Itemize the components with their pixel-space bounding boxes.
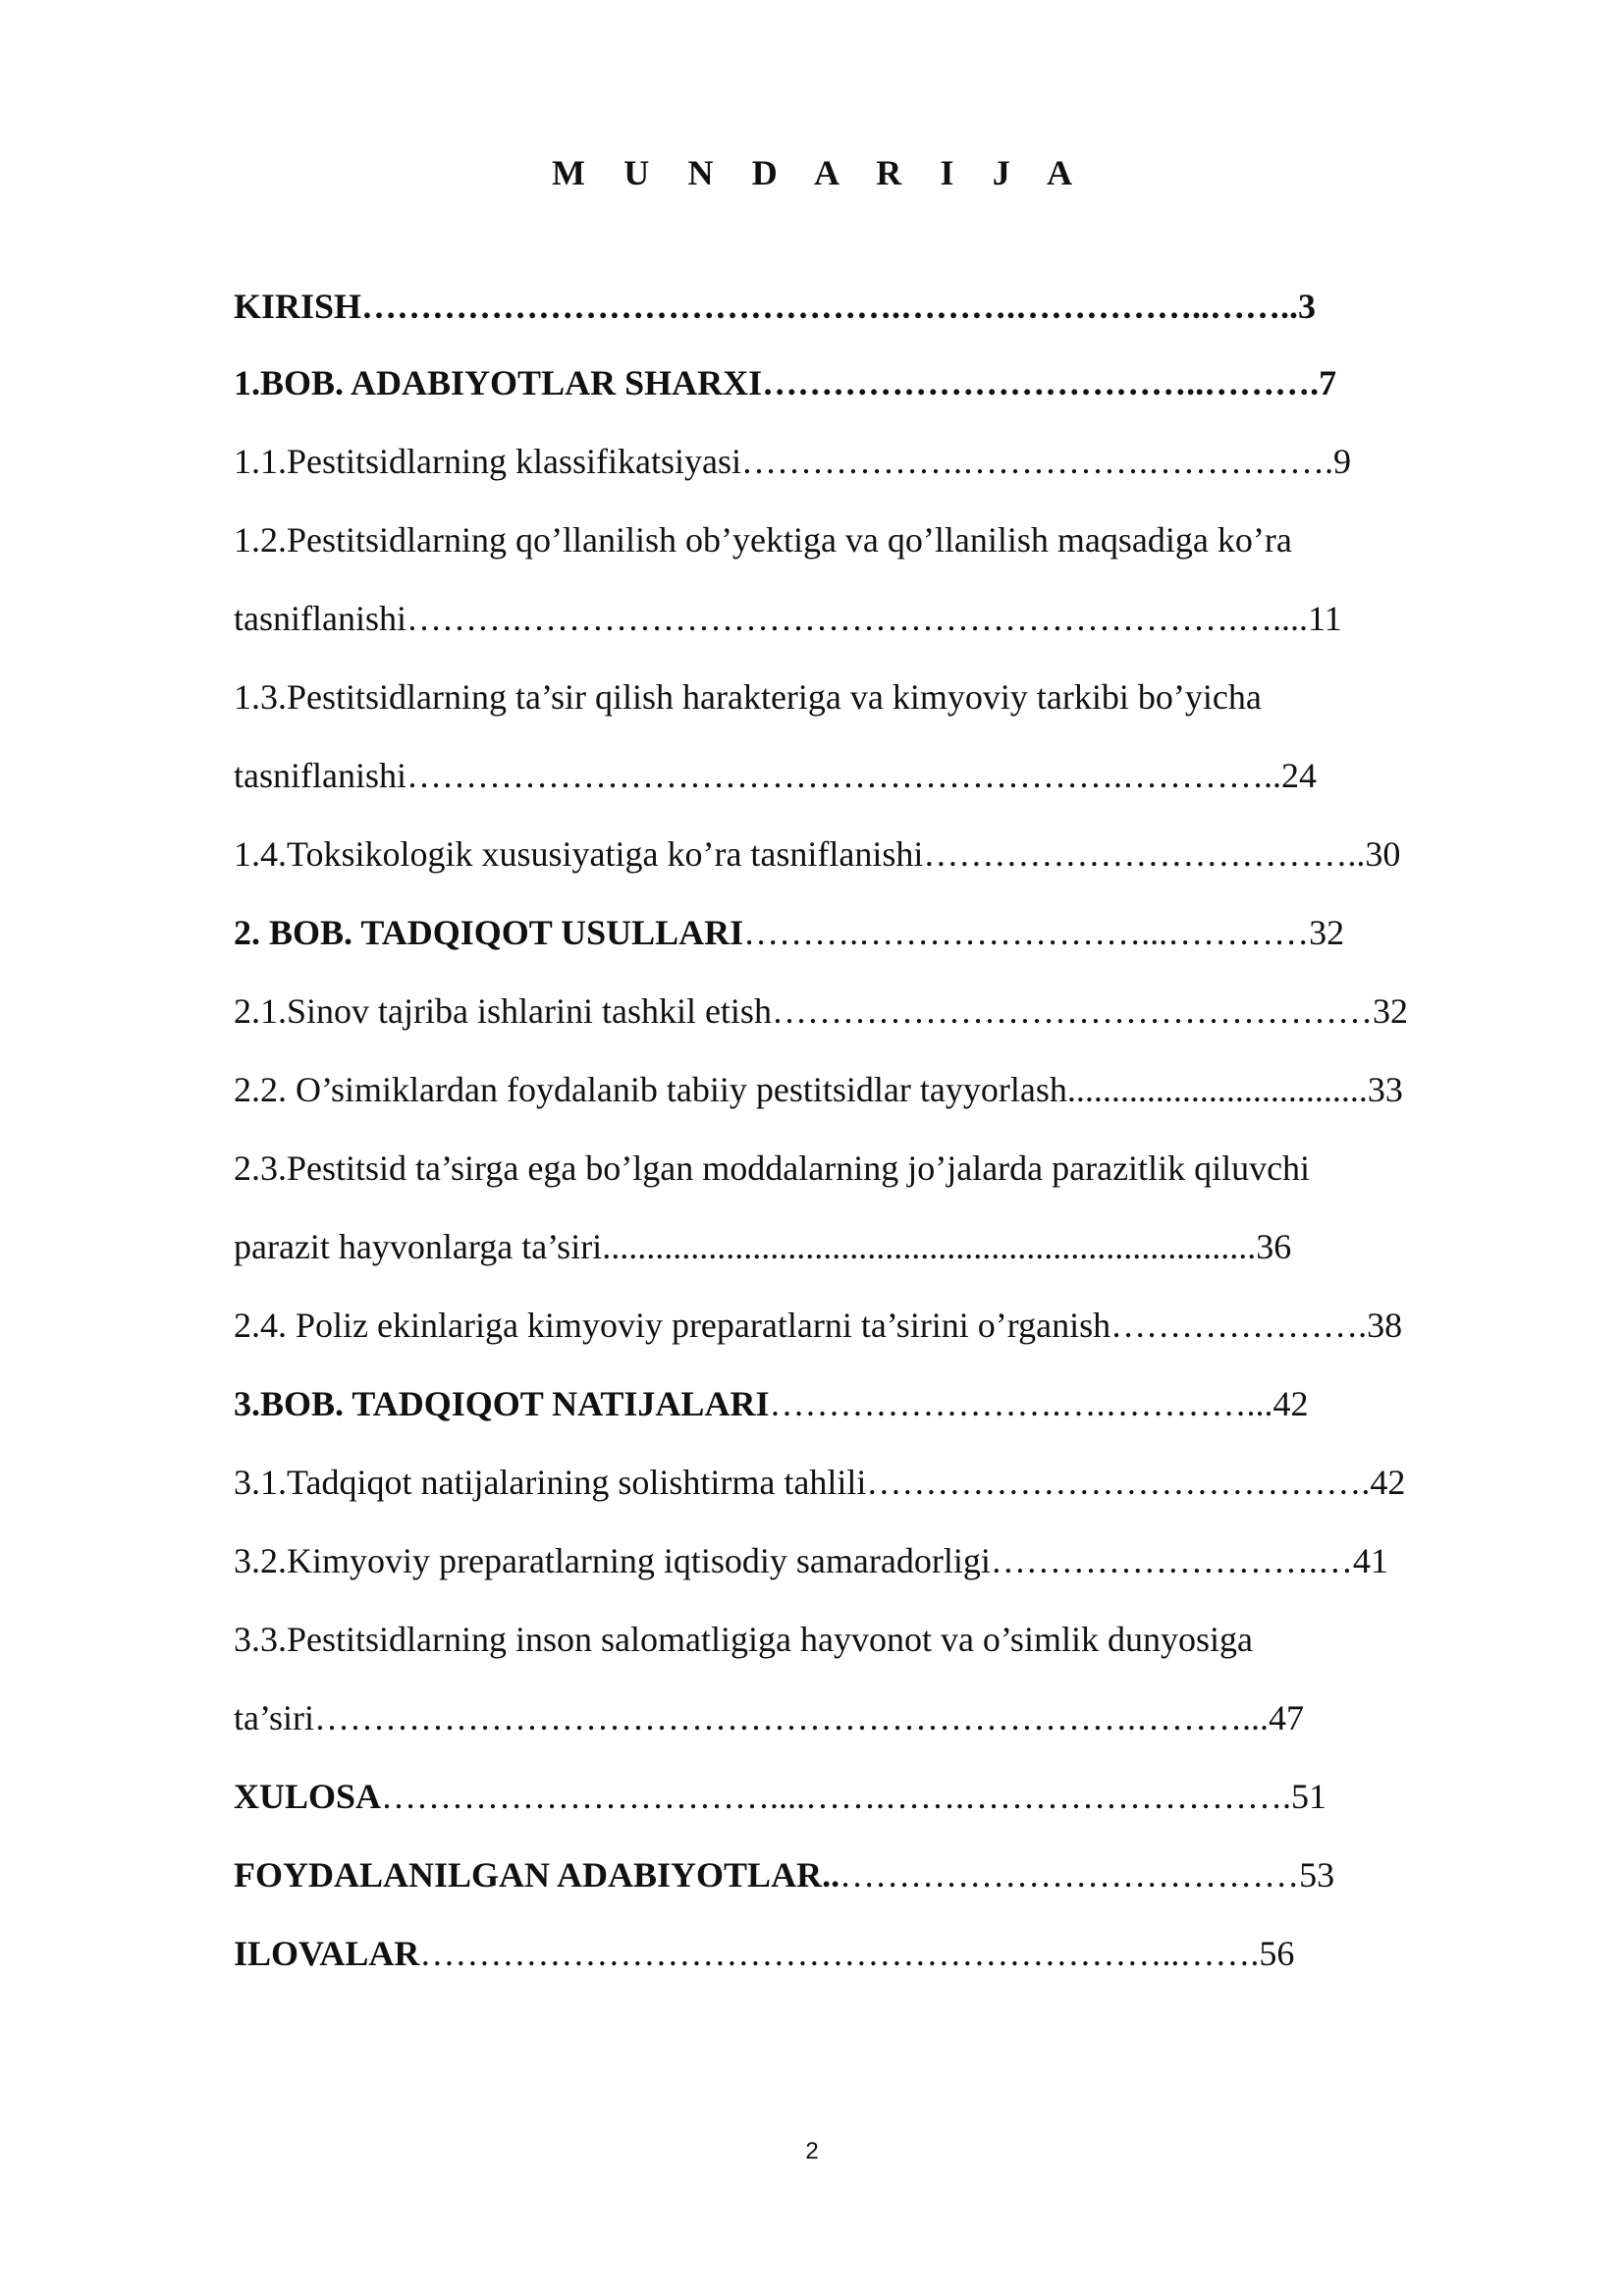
toc-entry (234, 361, 1336, 404)
toc-entry-text: FOYDALANILGAN ADABIYOTLAR.. (234, 1855, 840, 1895)
toc-entry-text: 3.3.Pestitsidlarning inson salomatligiga hayvonot va o’simlik dunyosiga (234, 1620, 1253, 1659)
toc-entry (234, 675, 1262, 719)
toc-entry (234, 1068, 1403, 1111)
toc-entry-text: 1.BOB. ADABIYOTLAR SHARXI………………………………..……….7 (234, 363, 1337, 402)
toc-entry (234, 911, 1344, 954)
toc-entry (234, 1696, 1304, 1739)
toc-entry (234, 989, 1408, 1033)
toc-entry-text: 3.2.Kimyoviy preparatlarning iqtisodiy samaradorligi……………………….…41 (234, 1541, 1388, 1580)
toc-entry (234, 285, 1316, 328)
toc-entry-text: 3.1.Tadqiqot natijalarining solishtirma tahlili…………………………………….42 (234, 1463, 1406, 1502)
toc-entry (234, 518, 1292, 561)
toc-entry-text: 2.1.Sinov tajriba ishlarini tashkil etish……………………………………………32 (234, 991, 1408, 1031)
toc-entry (234, 832, 1400, 876)
toc-entry (234, 1304, 1402, 1347)
toc-entry-leader: ………………………………………………………..…….56 (419, 1934, 1295, 1973)
toc-entry (234, 440, 1351, 483)
toc-entry (234, 1461, 1405, 1504)
toc-entry-text: tasniflanishi……….…………………………………………………….…....11 (234, 599, 1342, 638)
toc-entry (234, 1853, 1334, 1896)
toc-entry (234, 1932, 1294, 1975)
toc-entry-text: 1.4.Toksikologik xususiyatiga ko’ra tasniflanishi………………………………..30 (234, 834, 1401, 874)
toc-entry-text: 2.2. O’simiklardan foydalanib tabiiy pestitsidlar tayyorlash..................................33 (234, 1070, 1403, 1109)
toc-entry (234, 1382, 1308, 1425)
toc-entry-leader: …………………….….…………...42 (769, 1384, 1309, 1423)
toc-entry (234, 1539, 1388, 1582)
toc-entry-text: 1.1.Pestitsidlarning klassifikatsiyasi……………….…………….…………….9 (234, 442, 1351, 481)
page-title: M U N D A R I J A (552, 153, 1088, 192)
page-number: 2 (805, 2138, 819, 2164)
toc-entry (234, 1618, 1253, 1661)
toc-entry-leader: …………………………………53 (839, 1855, 1335, 1895)
toc-entry-text: 2. BOB. TADQIQOT USULLARI (234, 913, 744, 952)
toc-entry (234, 1225, 1291, 1268)
toc-entry-text: XULOSA (234, 1777, 382, 1816)
toc-entry-text: 2.4. Poliz ekinlariga kimyoviy preparatlarni ta’sirini o’rganish………………….38 (234, 1306, 1403, 1345)
toc-entry-text: KIRISH……………………………………….……….……………..……..3 (234, 287, 1317, 326)
toc-entry-text: 1.2.Pestitsidlarning qo’llanilish ob’yektiga va qo’llanilish maqsadiga ko’ra (234, 520, 1292, 560)
toc-entry (234, 754, 1317, 797)
toc-entry (234, 597, 1342, 640)
toc-entry-text: parazit hayvonlarga ta’siri..........................................................................36 (234, 1227, 1292, 1266)
toc-entry-text: tasniflanishi…………………………………………………….…………..24 (234, 756, 1317, 795)
toc-entry-text: ta’siri…………………………………………………………….………...47 (234, 1698, 1304, 1737)
toc-entry-leader: ……………………………....…….…….……………………….51 (381, 1777, 1327, 1816)
toc-entry-text: 3.BOB. TADQIQOT NATIJALARI (234, 1384, 770, 1423)
toc-entry-leader: ……….……………………...…………32 (743, 913, 1345, 952)
toc-entry (234, 1147, 1310, 1190)
toc-entry-text: 1.3.Pestitsidlarning ta’sir qilish harakteriga va kimyoviy tarkibi bo’yicha (234, 677, 1262, 717)
toc-entry-text: 2.3.Pestitsid ta’sirga ega bo’lgan moddalarning jo’jalarda parazitlik qiluvchi (234, 1148, 1311, 1188)
toc-entry-text: ILOVALAR (234, 1934, 420, 1973)
toc-entry (234, 1775, 1326, 1818)
